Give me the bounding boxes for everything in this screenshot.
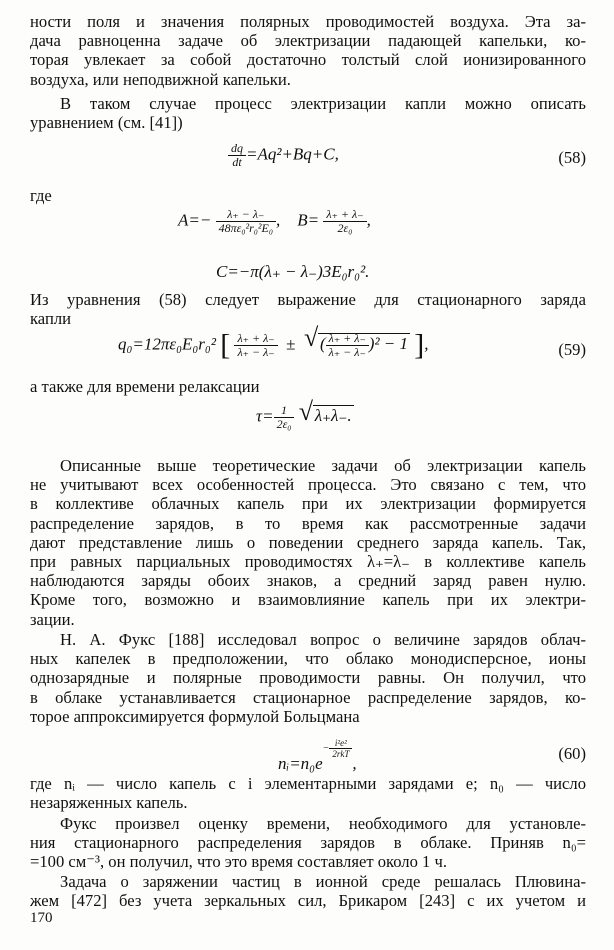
paragraph-4: а также для времени релаксации <box>30 377 260 396</box>
paragraph-2 <box>30 94 586 132</box>
sqrt-59: √ ( $\frac{\lambda_+ + \lambda_-}{\lambda_+ - \lambda_-}$ )² − 1 <box>303 323 409 359</box>
fraction-dq-dt: $\frac{dq}{dt}$ <box>228 142 246 169</box>
text-line: дают представление лишь о поведении среднего заряда капель. Так, <box>30 532 586 552</box>
equation-a-b: A=− $\frac{\lambda_+ - \lambda_-}{\text{48πε₀²r₀²E₀}}$ , B= $\frac{\lambda_+ + \lambda_-}{\text{2ε₀}}$ , <box>178 207 371 235</box>
equation-58: $\frac{dq}{dt}$ =Aq²+Bq+C, <box>228 142 339 169</box>
text-line: ности поля и значения полярных проводимостей воздуха. Эта за- <box>30 12 586 31</box>
text-line: дача равноценна задаче об электризации падающей капельки, ко- <box>30 31 586 51</box>
sqrt-tau: √ λ₊λ₋. <box>298 397 352 427</box>
equation-tau: τ= $\frac{1}{\text{2ε₀}}$ √ λ₊λ₋. <box>256 397 352 431</box>
paragraph-5 <box>30 456 586 629</box>
fraction-59-second: $\frac{\lambda_+ + \lambda_-}{\lambda_+ - \lambda_-}$ <box>326 332 369 359</box>
text-line: Н. А. Фукс [188] исследовал вопрос о величине зарядов облач- <box>60 630 586 649</box>
text-line: распределение зарядов, в то время как рассмотренные задачи <box>30 513 586 533</box>
text-line: незаряженных капель. <box>30 793 188 813</box>
equation-number-58: (58) <box>558 148 586 167</box>
text-line: ния стационарного распределения зарядов в облаке. Приняв n₀= <box>30 833 586 853</box>
fraction-a: $\frac{\lambda_+ - \lambda_-}{\text{48πε₀²r₀²E₀}}$ <box>216 208 276 235</box>
text-line: Задача о заряжении частиц в ионной среде решалась Плювина- <box>60 872 586 891</box>
text-line: капли <box>30 309 71 329</box>
text-line: Кроме того, возможно и взаимовлияние капель при их электри- <box>30 590 586 610</box>
text-line: торое аппроксимируется формулой Больцмана <box>30 706 360 726</box>
text-line: наблюдаются заряды обоих знаков, а средний заряд равен нулю. <box>30 571 586 591</box>
fraction-b: $\frac{\lambda_+ + \lambda_-}{\text{2ε₀}}$ <box>323 208 366 235</box>
paragraph-1 <box>30 12 586 89</box>
text-line: не учитывают всех особенностей процесса. Это связано с тем, что <box>30 475 586 495</box>
equation-number-59: (59) <box>558 340 586 359</box>
text-line: уравнением (см. [41]) <box>30 113 183 133</box>
text-line: Фукс произвел оценку времени, необходимого для установле- <box>60 814 586 833</box>
text-line: однозарядные и полярные проводимости равны. Он получил, что <box>30 668 586 688</box>
text-line: зации. <box>30 609 75 629</box>
text-line: при равных парциальных проводимостях λ₊=λ₋ в коллективе капель <box>30 551 586 571</box>
text-line: воздуха, или неподвижной капельки. <box>30 69 291 89</box>
where-label: где <box>30 186 52 205</box>
text-line: Описанные выше теоретические задачи об электризации капель <box>60 456 586 475</box>
equation-59: q₀=12πε₀E₀r₀² [ $\frac{\lambda_+ + \lambda_-}{\lambda_+ - \lambda_-}$ ± √ ( $\frac{\lambda_+ + \lambda_-}{\lambda_+ - \lambda_-}$ )² − 1 ], <box>118 323 429 362</box>
text-line: В таком случае процесс электризации капли можно описать <box>60 94 586 113</box>
fraction-59-first: $\frac{\lambda_+ + \lambda_-}{\lambda_+ - \lambda_-}$ <box>234 332 277 359</box>
paragraph-6 <box>30 630 586 726</box>
paragraph-9 <box>30 872 586 910</box>
text-line: Из уравнения (58) следует выражение для стационарного заряда <box>30 290 586 309</box>
equation-60: nᵢ=n₀e− $\frac{\text{i²e²}}{\text{2rkT}}$ , <box>278 738 357 773</box>
paragraph-8 <box>30 814 586 872</box>
equation-number-60: (60) <box>558 744 586 763</box>
fraction-tau: $\frac{1}{\text{2ε₀}}$ <box>274 404 295 431</box>
text-line: где nᵢ — число капель с i элементарными зарядами e; n₀ — число <box>30 774 586 793</box>
text-line: ных капелек в предположении, что облако монодисперсное, ионы <box>30 649 586 669</box>
fraction-exponent: $\frac{\text{i²e²}}{\text{2rkT}}$ <box>329 738 352 759</box>
paragraph-7 <box>30 774 586 812</box>
text-line: жем [472] без учета зеркальных сил, Брикаром [243] с их учетом и <box>30 891 586 911</box>
page-number: 170 <box>30 910 53 926</box>
text-line: в коллективе облачных капель при их электризации формируется <box>30 494 586 514</box>
equation-c: C=−π(λ₊ − λ₋)3E₀r₀². <box>216 262 370 281</box>
text-line: =100 см⁻³, он получил, что это время составляет около 1 ч. <box>30 852 447 872</box>
text-line: в облаке устанавливается стационарное распределение зарядов, ко- <box>30 687 586 707</box>
text-line: торая увлекает за собой достаточно толстый слой ионизированного <box>30 50 586 70</box>
